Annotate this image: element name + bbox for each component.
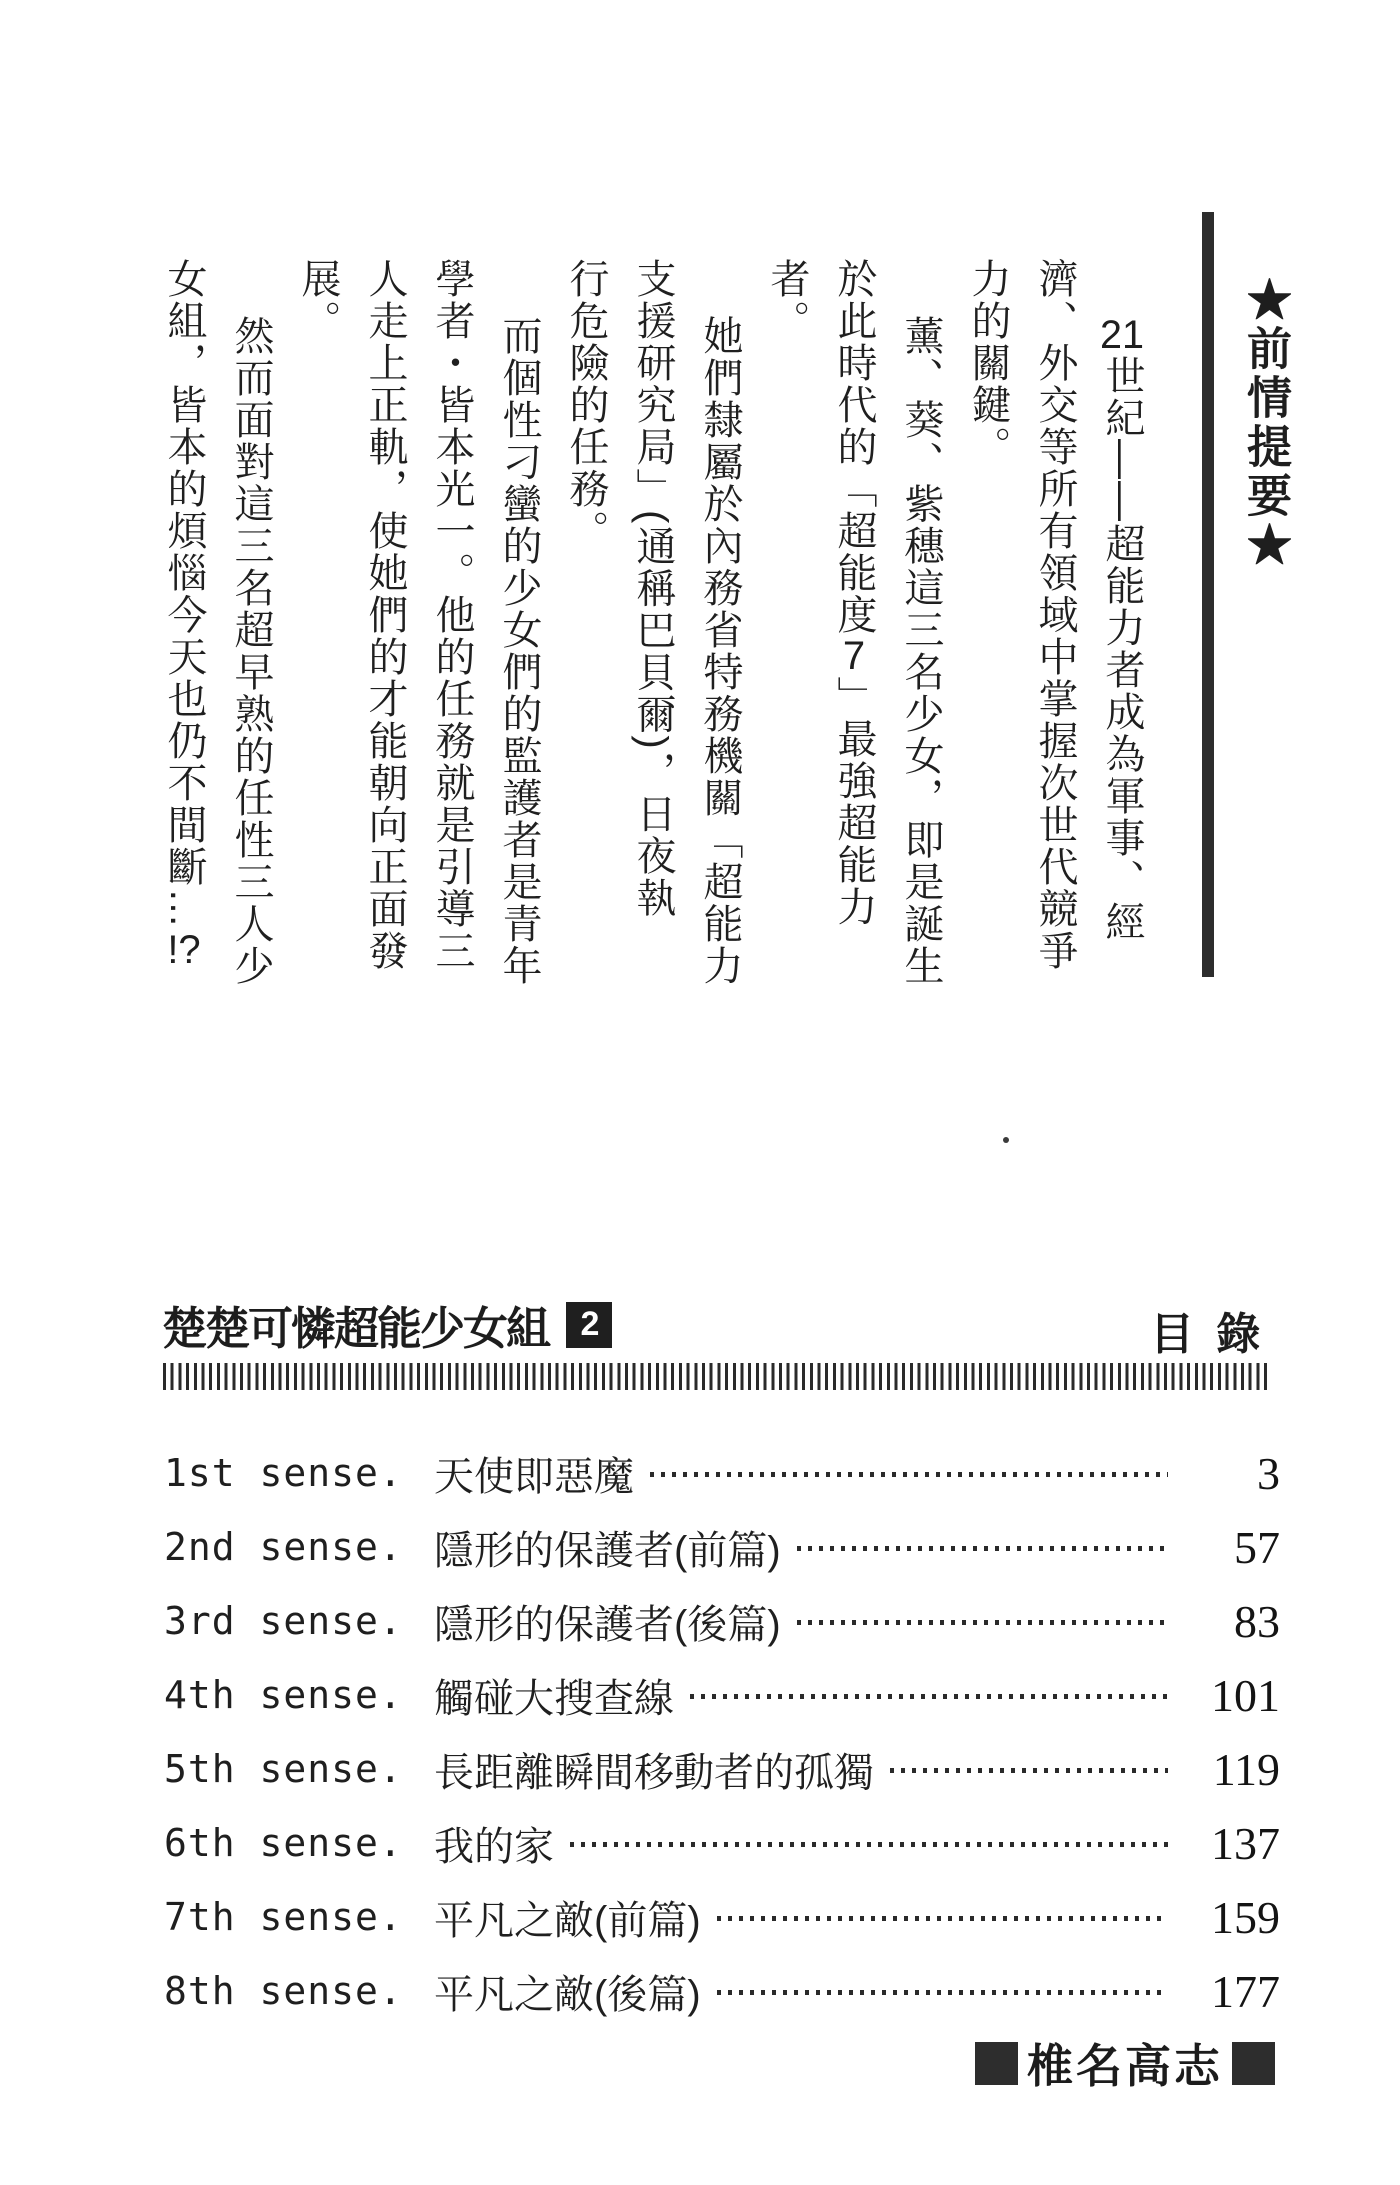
recap-text-column: 行危險的任務。 [564, 258, 608, 552]
toc-chapter-label: 1st sense. [164, 1451, 403, 1495]
toc-row [164, 1584, 1280, 1658]
recap-text-column: 21世紀——超能力者成為軍事、經 [1100, 315, 1144, 943]
recap-text-column: 於此時代的「超能度7」最強超能力 [832, 258, 876, 928]
toc-chapter-label: 2nd sense. [164, 1525, 403, 1569]
toc-list [164, 1436, 1280, 2028]
author-square-left-icon [975, 2042, 1018, 2085]
recap-text-column: 濟、外交等所有領域中掌握次世代競爭 [1033, 258, 1077, 972]
toc-row [164, 1880, 1280, 1954]
toc-chapter-label: 7th sense. [164, 1895, 403, 1939]
toc-page-number: 177 [1211, 1965, 1280, 2017]
toc-dot-leader [717, 1916, 1168, 1921]
toc-dot-leader [890, 1768, 1168, 1773]
toc-dot-leader [797, 1546, 1168, 1551]
scan-speck [1003, 1137, 1009, 1143]
toc-row [164, 1954, 1280, 2028]
toc-page-number: 101 [1211, 1669, 1280, 1721]
author-name: 椎名高志 [1027, 2040, 1223, 2092]
toc-row [164, 1732, 1280, 1806]
toc-page-number: 119 [1212, 1743, 1280, 1795]
recap-text-column: 支援研究局」(通稱巴貝爾)，日夜執 [631, 258, 675, 919]
toc-chapter-title: 觸碰大搜查線 [434, 1676, 674, 1721]
recap-text-column: 展。 [296, 258, 340, 342]
decorative-stripe-band [163, 1363, 1270, 1390]
recap-divider-bar [1202, 212, 1214, 977]
recap-text-column: 者。 [765, 258, 809, 342]
recap-text-column: 力的關鍵。 [966, 258, 1010, 468]
recap-text-block [160, 258, 1146, 987]
toc-dot-leader [650, 1472, 1168, 1477]
toc-chapter-title: 天使即惡魔 [434, 1454, 634, 1499]
toc-row [164, 1806, 1280, 1880]
author-line [975, 2030, 1275, 2096]
toc-row [164, 1436, 1280, 1510]
toc-heading: 目 錄 [1150, 1310, 1261, 1359]
toc-chapter-title: 平凡之敵(前篇) [434, 1898, 701, 1943]
recap-text-column: 然而面對這三名超早熟的任性三人少 [229, 315, 273, 987]
toc-row [164, 1510, 1280, 1584]
toc-page-number: 159 [1211, 1891, 1280, 1943]
toc-chapter-label: 6th sense. [164, 1821, 403, 1865]
recap-text-column: 薰、葵、紫穗這三名少女，即是誕生 [899, 315, 943, 987]
toc-chapter-title: 平凡之敵(後篇) [434, 1972, 701, 2017]
recap-text-column: 而個性刁蠻的少女們的監護者是青年 [497, 315, 541, 987]
toc-page-number: 83 [1234, 1595, 1280, 1647]
toc-page-number: 3 [1257, 1447, 1280, 1499]
toc-chapter-label: 8th sense. [164, 1969, 403, 2013]
recap-text-column: 女組，皆本的煩惱今天也仍不間斷…!? [162, 258, 206, 970]
recap-text-column: 人走上正軌，使她們的才能朝向正面發 [363, 258, 407, 972]
toc-page-number: 57 [1234, 1521, 1280, 1573]
series-title [162, 1292, 612, 1357]
toc-dot-leader [690, 1694, 1168, 1699]
toc-dot-leader [797, 1620, 1168, 1625]
author-square-right-icon [1232, 2042, 1275, 2085]
toc-chapter-title: 我的家 [434, 1824, 554, 1869]
toc-chapter-label: 3rd sense. [164, 1599, 403, 1643]
toc-chapter-title: 隱形的保護者(前篇) [434, 1528, 781, 1573]
toc-chapter-title: 長距離瞬間移動者的孤獨 [434, 1750, 874, 1795]
toc-chapter-label: 4th sense. [164, 1673, 403, 1717]
toc-chapter-label: 5th sense. [164, 1747, 403, 1791]
toc-dot-leader [717, 1990, 1168, 1995]
toc-row [164, 1658, 1280, 1732]
recap-title: ★前情提要★ [1240, 276, 1291, 570]
recap-text-column: 她們隸屬於內務省特務機關「超能力 [698, 315, 742, 987]
toc-chapter-title: 隱形的保護者(後篇) [434, 1602, 781, 1647]
toc-header [162, 1292, 1270, 1357]
recap-text-column: 學者・皆本光一。他的任務就是引導三 [430, 258, 474, 972]
volume-badge: 2 [566, 1302, 612, 1348]
series-title-text: 楚楚可憐超能少女組 [162, 1303, 550, 1354]
toc-page-number: 137 [1211, 1817, 1280, 1869]
toc-dot-leader [570, 1842, 1168, 1847]
